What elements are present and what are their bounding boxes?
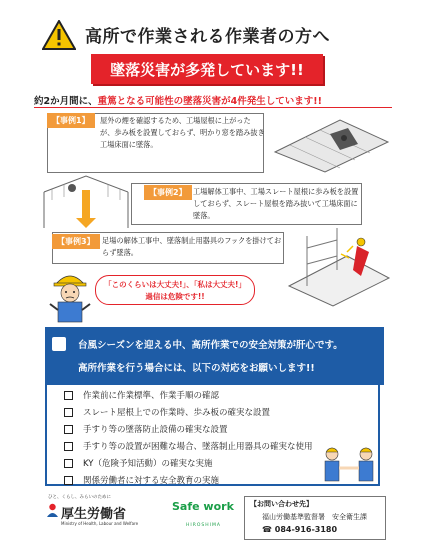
checklist-item <box>64 406 270 418</box>
contact-office: 福山労働基準監督署 安全衛生課 <box>262 513 367 521</box>
checkbox-icon <box>64 408 73 417</box>
checklist-item <box>64 474 219 486</box>
safe-work-region: HIROSHIMA <box>186 523 221 528</box>
lead-divider <box>34 107 392 108</box>
checklist-item-label: 作業前に作業標準、作業手順の確認 <box>83 391 220 401</box>
checklist-item-label: スレート屋根上での作業時、歩み板の確実な設置 <box>83 408 271 418</box>
case-1-tag: 【事例1】 <box>47 113 95 128</box>
alert-banner: 墜落災害が多発しています!! <box>91 54 323 84</box>
checklist-item <box>64 389 219 401</box>
mhlw-logo-icon <box>46 503 59 519</box>
warning-triangle-icon <box>42 20 76 50</box>
safety-request-line-1: 台風シーズンを迎える中、高所作業での安全対策が肝心です。 <box>78 340 343 351</box>
contact-title: 【お問い合わせ先】 <box>250 500 313 508</box>
case-3-text: 足場の解体工事中、墜落制止用器具のフックを掛けておらず墜落。 <box>102 236 282 257</box>
page-title: 高所で作業される作業者の方へ <box>85 27 330 47</box>
scaffold-fall-illustration <box>287 226 391 308</box>
lead-text <box>34 93 322 107</box>
lead-emphasis: 重篤となる可能性の墜落災害が4件発生しています!! <box>97 96 322 107</box>
warning-speech-bubble <box>95 275 255 305</box>
checklist-item <box>64 440 313 452</box>
worker-illustration <box>48 268 92 324</box>
checklist-item <box>64 423 228 435</box>
contact-phone: ☎ 084-916-3180 <box>262 525 338 534</box>
safety-request-header <box>45 327 384 385</box>
checklist-item-label: 関係労働者に対する安全教育の実施 <box>83 476 220 486</box>
checkbox-icon <box>64 459 73 468</box>
case-1-text: 屋外の煙を確認するため、工場屋根に上がったが、歩み板を設置しておらず、明かり窓を踏み抜き工場床面に墜落。 <box>100 116 265 149</box>
checklist-item-label: 手すり等の設置が困難な場合、墜落制止用器具の確実な使用 <box>83 442 313 452</box>
mhlw-english-name: Ministry of Health, Labour and Welfare <box>61 521 139 526</box>
factory-interior-illustration <box>42 172 130 230</box>
mhlw-name: 厚生労働省 <box>61 507 127 522</box>
case-2-text: 工場解体工事中、工場スレート屋根に歩み板を設置しておらず、スレート屋根を踏み抜いて工場床面に墜落。 <box>193 187 359 220</box>
checkbox-icon <box>64 476 73 485</box>
pin-icon <box>52 337 66 351</box>
safety-request-line-2: 高所作業を行う場合には、以下の対応をお願いします!! <box>78 363 315 374</box>
checkbox-icon <box>64 425 73 434</box>
checklist-item-label: KY（危険予知活動）の確実な実施 <box>83 459 213 469</box>
lead-prefix: 約2か月間に、 <box>34 96 98 107</box>
checkbox-icon <box>64 391 73 400</box>
mhlw-tagline: ひと、くらし、みらいのために <box>48 495 111 500</box>
checklist-item <box>64 457 212 469</box>
workers-handshake-illustration <box>318 444 380 484</box>
checklist-item-label: 手すり等の墜落防止設備の確実な設置 <box>83 425 228 435</box>
bubble-line-1: 「このくらいは大丈夫!」、「私は大丈夫!」 <box>104 280 246 289</box>
case-2-tag: 【事例2】 <box>144 185 192 200</box>
bubble-line-2: 過信は危険です!! <box>145 292 205 301</box>
case-3-tag: 【事例3】 <box>52 234 100 249</box>
safe-work-logo: Safe work <box>172 500 234 513</box>
roof-fall-illustration <box>270 112 390 174</box>
checkbox-icon <box>64 442 73 451</box>
